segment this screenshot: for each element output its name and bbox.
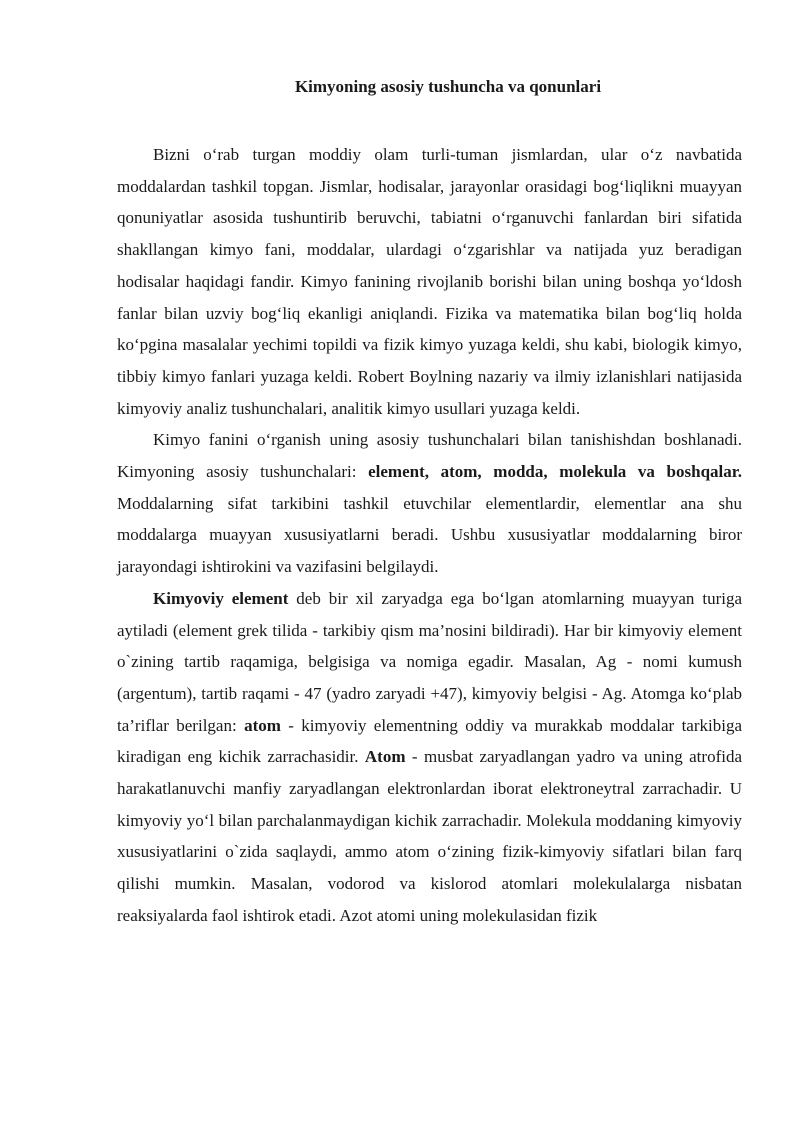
document-title: Kimyoning asosiy tushuncha va qonunlari xyxy=(294,77,602,96)
paragraph-basic-concepts-text: Kimyo fanini o‘rganish uning asosiy tushunchalari bilan tanishishdan boshlanadi. Kimyoning asosiy tushunchalari: xyxy=(117,430,742,482)
basic-concepts-list: element, atom, modda, molekula va boshqalar. xyxy=(368,462,742,482)
term-atom: atom xyxy=(244,715,281,735)
term-atom-second: Atom xyxy=(364,747,406,767)
atom-description: - musbat zaryadlangan yadro va uning atrofida harakatlanuvchi manfiy zaryadlangan elektronlardan iborat elektroneytral zarrachadir. U kimyoviy yo‘l bilan parchalanmaydigan kichik zarrachadir. Molekula moddaning kimyoviy xususiyatlarini o`zida saqlaydi, ammo atom o‘zining fizik-kimyoviy sifatlari bilan farq qilishi mumkin. Masalan, vodorod va kislorod atomlari molekulalarga nisbatan reaksiyalarda faol ishtirok etadi. Azot atomi uning molekulasidan fizik xyxy=(117,747,742,925)
paragraph-intro-text: Bizni o‘rab turgan moddiy olam turli-tuman jismlardan, ular o‘z navbatida moddalardan tashkil topgan. Jismlar, hodisalar, jarayonlar orasidagi bog‘liqlikni muayyan qonuniyatlar asosida tushuntirib beruvchi, tabiatni o‘rganuvchi fanlardan biri sifatida shakllangan kimyo fani, moddalar, ulardagi o‘zgarishlar va natijada yuz beradigan hodisalar haqidagi fandir. Kimyo fanining rivojlanib borishi bilan uning boshqa yo‘ldosh fanlar bilan uzviy bog‘liq ekanligi aniqlandi. Fizika va matematika bilan bog‘liq holda ko‘pgina masalalar yechimi topildi va fizik kimyo yuzaga keldi, shu kabi, biologik kimyo, tibbiy kimyo fanlari yuzaga keldi. Robert Boylning nazariy va ilmiy izlanishlari natijasida kimyoviy analiz tushunchalari, analitik kimyo usullari yuzaga keldi. xyxy=(117,145,742,418)
term-chemical-element: Kimyoviy element xyxy=(153,588,289,608)
paragraph-intro xyxy=(117,139,742,424)
paragraph-basic-concepts-continuation: Moddalarning sifat tarkibini tashkil etuvchilar elementlardir, elementlar ana shu moddalarga muayyan xususiyatlarni beradi. Ushbu xususiyatlar moddalarning biror jarayondagi ishtirokini va vazifasini belgilaydi. xyxy=(117,493,742,577)
paragraph-basic-concepts xyxy=(117,424,742,583)
atom-definition: - kimyoviy elementning oddiy va murakkab moddalar tarkibiga kiradigan eng kichik zarrachasidir. xyxy=(117,715,743,767)
paragraph-chemical-element xyxy=(117,583,742,932)
chemical-element-definition: deb bir xil zaryadga ega bo‘lgan atomlarning muayyan turiga aytiladi (element grek tilida - tarkibiy qism ma’nosini bildiradi). Har bir kimyoviy element o`zining tartib raqamiga, belgisiga va nomiga egadir. Masalan, Ag - nomi kumush (argentum), tartib raqami - 47 (yadro zaryadi +47), kimyoviy belgisi - Ag. Atomga ko‘plab ta’riflar berilgan: xyxy=(117,588,742,735)
document-body xyxy=(117,139,742,932)
